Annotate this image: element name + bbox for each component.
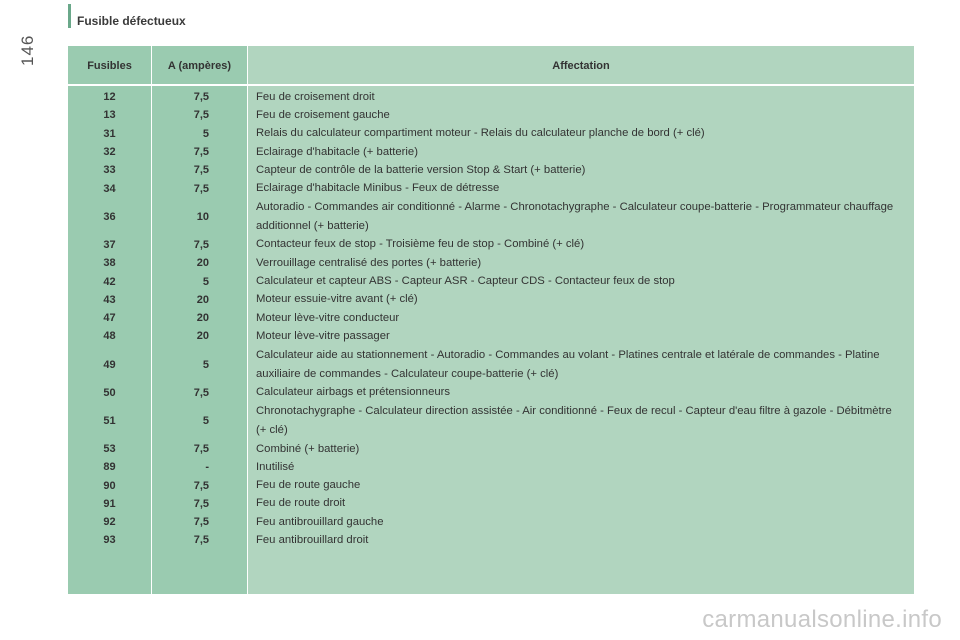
fuse-number: 38	[103, 257, 116, 270]
table-row	[68, 513, 914, 531]
fuse-amperage: 7,5	[193, 516, 209, 529]
fuse-number: 93	[103, 534, 116, 547]
fuse-assignment: Moteur lève-vitre passager	[256, 329, 390, 342]
fuse-number: 89	[103, 461, 116, 474]
table-row	[68, 309, 914, 327]
fuse-number: 34	[103, 182, 116, 195]
fuse-amperage: 10	[196, 210, 209, 223]
fuse-amperage: 7,5	[193, 146, 209, 159]
fuse-number: 91	[103, 497, 116, 510]
fuse-assignment: Eclairage d'habitacle (+ batterie)	[256, 145, 418, 158]
fuse-assignment: Combiné (+ batterie)	[256, 442, 360, 455]
fuse-assignment: Calculateur aide au stationnement - Autoradio - Commandes au volant - Platines centrale et latérale de commandes - Platine auxiliaire de commandes - Calculateur coupe-batterie (+ clé)	[256, 348, 880, 380]
table-row	[68, 198, 914, 236]
table-row	[68, 402, 914, 440]
fuse-amperage: 5	[202, 414, 209, 427]
fuse-assignment: Eclairage d'habitacle Minibus - Feux de détresse	[256, 182, 500, 195]
fuse-number: 42	[103, 275, 116, 288]
fuse-number: 92	[103, 516, 116, 529]
fuse-number: 13	[103, 109, 116, 122]
fuse-amperage: 7,5	[193, 182, 209, 195]
fuse-amperage: 7,5	[193, 109, 209, 122]
table-row	[68, 458, 914, 476]
table-body	[68, 88, 914, 550]
fuse-assignment: Feu antibrouillard droit	[256, 534, 369, 546]
table-row	[68, 179, 914, 197]
fuse-amperage: 7,5	[193, 91, 209, 104]
fuse-number: 48	[103, 330, 116, 343]
header-amperes: A (ampères)	[167, 60, 232, 72]
fuse-assignment: Feu antibrouillard gauche	[256, 515, 384, 528]
table-row	[68, 106, 914, 124]
fuse-amperage: 20	[196, 257, 209, 270]
fuse-assignment: Contacteur feux de stop - Troisième feu de stop - Combiné (+ clé)	[256, 238, 585, 251]
table-row	[68, 346, 914, 384]
fuse-assignment: Chronotachygraphe - Calculateur direction assistée - Air conditionné - Feux de recul - Capteur d'eau filtre à gazole - Débitmètre (+ clé)	[256, 404, 892, 436]
fuse-assignment: Feu de croisement droit	[256, 90, 375, 103]
fuse-assignment: Feu de route gauche	[256, 479, 361, 492]
fuse-assignment: Feu de croisement gauche	[256, 108, 390, 121]
table-row	[68, 254, 914, 272]
table-row	[68, 161, 914, 179]
fuse-assignment: Moteur lève-vitre conducteur	[256, 311, 400, 324]
table-row	[68, 495, 914, 513]
table-row	[68, 291, 914, 309]
table-row	[68, 236, 914, 254]
section-title: Fusible défectueux	[77, 14, 186, 28]
fuse-number: 53	[103, 443, 116, 455]
table-row	[68, 272, 914, 290]
fuse-assignment: Relais du calculateur compartiment moteur - Relais du calculateur planche de bord (+ clé)	[256, 127, 705, 140]
table-row	[68, 143, 914, 161]
fuse-number: 90	[103, 479, 116, 492]
fuse-number: 51	[103, 414, 116, 427]
fuse-assignment: Calculateur airbags et prétensionneurs	[256, 386, 451, 399]
fuse-number: 31	[103, 127, 116, 140]
fuse-assignment: Autoradio - Commandes air conditionné - Alarme - Chronotachygraphe - Calculateur coupe-batterie - Programmateur chauffage additionnel (+ batterie)	[256, 200, 894, 232]
fuse-number: 49	[103, 358, 116, 371]
header-assignment: Affectation	[552, 60, 610, 72]
fuse-assignment: Calculateur et capteur ABS - Capteur ASR - Capteur CDS - Contacteur feux de stop	[256, 275, 675, 288]
fuse-amperage: 7,5	[193, 238, 209, 251]
fuse-amperage: 20	[196, 330, 209, 343]
table-header	[68, 46, 914, 86]
fuse-number: 32	[103, 146, 116, 159]
table-row	[68, 384, 914, 402]
page-number: 146	[18, 34, 37, 66]
fuse-amperage: 7,5	[193, 386, 209, 399]
fuse-number: 36	[103, 210, 116, 223]
fuse-amperage: 5	[202, 358, 209, 371]
fuse-amperage: 7,5	[193, 443, 209, 455]
fuse-amperage: 20	[196, 312, 209, 325]
fuse-amperage: -	[205, 461, 209, 474]
fuse-amperage: 20	[196, 293, 209, 306]
fuse-amperage: 7,5	[193, 164, 209, 177]
fuse-number: 37	[103, 238, 116, 251]
table-row	[68, 476, 914, 494]
fuse-number: 12	[103, 91, 116, 104]
table-row	[68, 125, 914, 143]
fuse-amperage: 5	[202, 127, 209, 140]
fuse-amperage: 7,5	[193, 534, 209, 547]
fuse-amperage: 7,5	[193, 497, 209, 510]
table-row	[68, 440, 914, 458]
fuse-number: 43	[103, 293, 116, 306]
fuse-assignment: Inutilisé	[256, 460, 295, 473]
fuse-assignment: Verrouillage centralisé des portes (+ batterie)	[256, 256, 482, 269]
watermark: carmanualsonline.info	[702, 606, 942, 633]
fuse-assignment: Feu de route droit	[256, 497, 346, 510]
section-marker-bar	[68, 4, 71, 28]
fuse-number: 50	[103, 386, 116, 399]
fuse-amperage: 5	[202, 275, 209, 288]
fuse-assignment: Moteur essuie-vitre avant (+ clé)	[256, 293, 418, 306]
fuse-assignment: Capteur de contrôle de la batterie version Stop & Start (+ batterie)	[256, 163, 586, 176]
table-row	[68, 531, 914, 549]
fuse-table	[68, 46, 914, 594]
fuse-number: 47	[103, 312, 116, 325]
fuse-number: 33	[103, 164, 116, 177]
fuse-amperage: 7,5	[193, 479, 209, 492]
header-fuses: Fusibles	[87, 60, 132, 72]
table-row	[68, 327, 914, 345]
table-row	[68, 88, 914, 106]
